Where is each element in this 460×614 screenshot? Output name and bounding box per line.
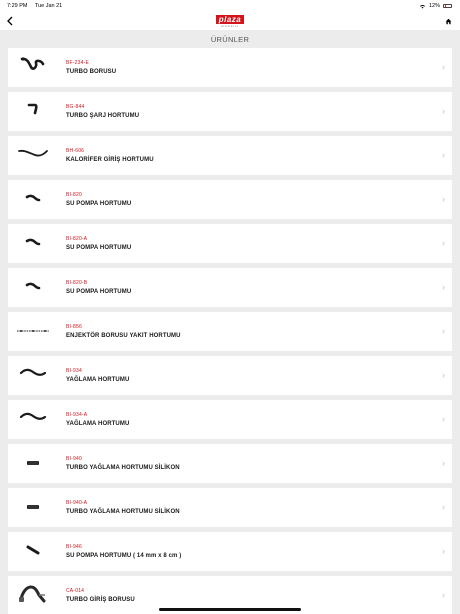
hose-short-icon [24, 235, 42, 253]
silicone-hose-icon [25, 499, 41, 517]
wifi-icon [419, 4, 426, 9]
turbo-pipe-icon [17, 581, 49, 610]
product-info [58, 500, 452, 515]
back-button[interactable] [4, 14, 16, 28]
product-name: KALORİFER GİRİŞ HORTUMU [66, 157, 154, 163]
product-info [58, 412, 452, 427]
chevron-right-icon: › [442, 326, 445, 336]
product-name: SU POMPA HORTUMU [66, 245, 132, 251]
product-name: YAĞLAMA HORTUMU [66, 377, 130, 383]
hose-elbow-icon [24, 101, 42, 122]
hose-bent-icon [19, 55, 47, 80]
chevron-right-icon: › [442, 458, 445, 468]
status-date: Tue Jan 21 [34, 3, 63, 9]
logo-subtitle: otomotiv [221, 24, 239, 28]
battery-percent: 12% [428, 3, 440, 9]
product-name: SU POMPA HORTUMU [66, 201, 132, 207]
chevron-right-icon: › [442, 590, 445, 600]
product-info [58, 588, 452, 603]
product-name: TURBO BORUSU [66, 69, 117, 75]
product-row[interactable] [8, 136, 452, 175]
product-thumbnail [8, 444, 58, 483]
product-info [58, 148, 452, 163]
chevron-right-icon: › [442, 150, 445, 160]
product-name: TURBO GİRİŞ BORUSU [66, 597, 135, 603]
product-thumbnail [8, 532, 58, 571]
product-info [58, 368, 452, 383]
product-code: BI-940 [66, 456, 82, 462]
product-code: BH-606 [66, 148, 85, 154]
product-row[interactable] [8, 312, 452, 351]
product-row[interactable] [8, 268, 452, 307]
product-thumbnail [8, 180, 58, 219]
product-name: ENJEKTÖR BORUSU YAKIT HORTUMU [66, 333, 181, 339]
product-row[interactable] [8, 48, 452, 87]
product-name: TURBO YAĞLAMA HORTUMU SİLİKON [66, 509, 180, 515]
product-code: BI-856 [66, 324, 82, 330]
chevron-right-icon: › [442, 62, 445, 72]
product-thumbnail [8, 268, 58, 307]
product-list [0, 48, 460, 614]
product-row[interactable] [8, 224, 452, 263]
chevron-right-icon: › [442, 370, 445, 380]
fuel-line-icon [16, 323, 50, 341]
product-name: TURBO YAĞLAMA HORTUMU SİLİKON [66, 465, 180, 471]
product-code: BI-934 [66, 368, 82, 374]
product-thumbnail [8, 312, 58, 351]
product-info [58, 192, 452, 207]
brand-logo [216, 15, 245, 28]
silicone-hose-icon [25, 455, 41, 473]
chevron-right-icon: › [442, 546, 445, 556]
straight-hose-icon [24, 543, 42, 561]
chevron-left-icon [7, 16, 13, 26]
product-info [58, 544, 452, 559]
chevron-right-icon: › [442, 502, 445, 512]
page-title: ÜRÜNLER [210, 34, 250, 44]
product-thumbnail [8, 48, 58, 87]
product-row[interactable] [8, 444, 452, 483]
product-row[interactable] [8, 356, 452, 395]
product-code: BI-820-B [66, 280, 88, 286]
status-bar [0, 0, 460, 12]
product-thumbnail [8, 136, 58, 175]
chevron-right-icon: › [442, 238, 445, 248]
product-info [58, 60, 452, 75]
product-thumbnail [8, 576, 58, 614]
hose-long-icon [17, 146, 49, 165]
chevron-right-icon: › [442, 106, 445, 116]
chevron-right-icon: › [442, 194, 445, 204]
product-name: SU POMPA HORTUMU [66, 289, 132, 295]
status-time: 7:29 PM [7, 3, 28, 9]
product-name: YAĞLAMA HORTUMU [66, 421, 130, 427]
home-button[interactable] [443, 16, 453, 26]
chevron-right-icon: › [442, 414, 445, 424]
product-code: BG-844 [66, 104, 85, 110]
product-code: BI-946 [66, 544, 82, 550]
product-thumbnail [8, 92, 58, 131]
status-left [7, 3, 68, 9]
product-info [58, 104, 452, 119]
product-info [58, 324, 452, 339]
logo-brand: plaza [216, 15, 245, 24]
battery-icon [443, 4, 452, 9]
product-row[interactable] [8, 92, 452, 131]
product-code: BF-234-E [66, 60, 89, 66]
product-thumbnail [8, 400, 58, 439]
product-row[interactable] [8, 532, 452, 571]
navigation-bar [0, 12, 460, 30]
product-info [58, 280, 452, 295]
hose-curve-icon [18, 410, 48, 429]
product-code: BI-820 [66, 192, 82, 198]
hose-short-icon [24, 279, 42, 297]
status-right [419, 3, 452, 9]
product-row[interactable] [8, 180, 452, 219]
product-code: BI-934-A [66, 412, 88, 418]
product-row[interactable] [8, 400, 452, 439]
product-info [58, 456, 452, 471]
chevron-right-icon: › [442, 282, 445, 292]
hose-curve-icon [18, 366, 48, 385]
product-code: BI-940-A [66, 500, 88, 506]
product-thumbnail [8, 224, 58, 263]
product-thumbnail [8, 488, 58, 527]
product-name: TURBO ŞARJ HORTUMU [66, 113, 140, 119]
product-name: SU POMPA HORTUMU ( 14 mm x 8 cm ) [66, 553, 182, 559]
hose-short-icon [24, 191, 42, 209]
home-icon [445, 18, 452, 25]
product-thumbnail [8, 356, 58, 395]
product-code: CA-014 [66, 588, 85, 594]
product-info [58, 236, 452, 251]
product-row[interactable] [8, 488, 452, 527]
home-indicator[interactable] [159, 608, 301, 611]
product-code: BI-820-A [66, 236, 88, 242]
